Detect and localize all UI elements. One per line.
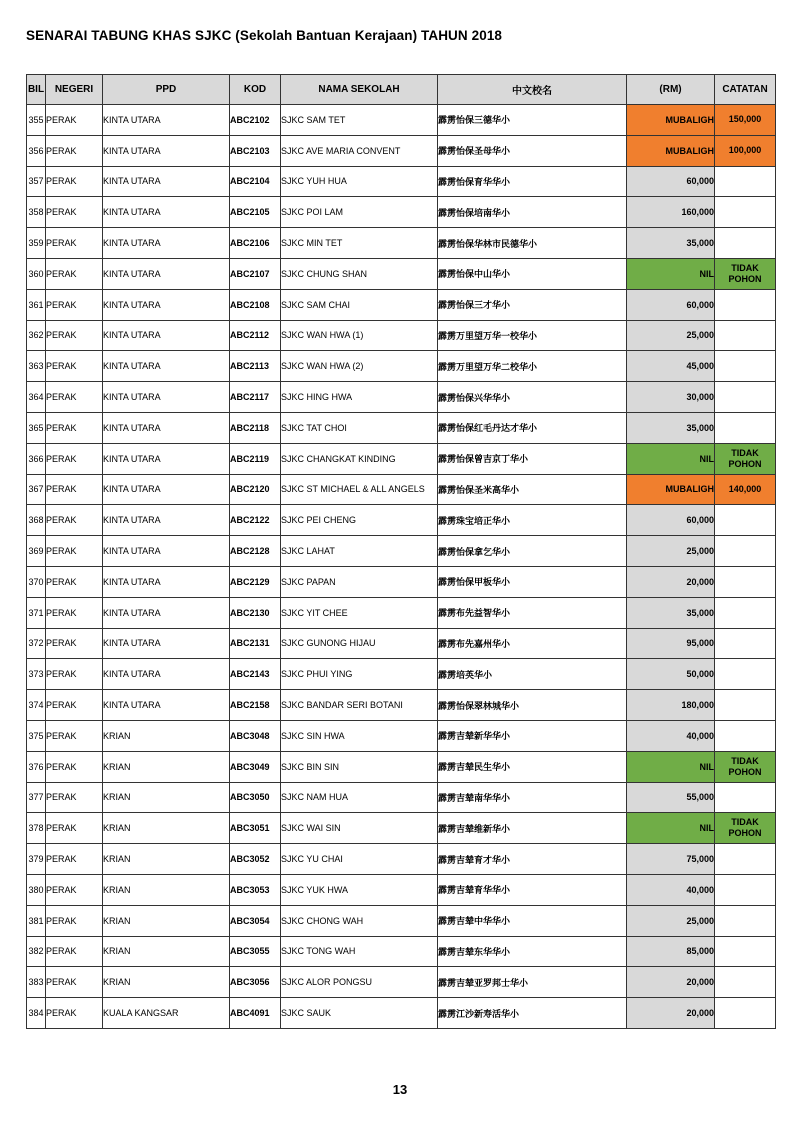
cell-chinese-name: 霹雳吉辇亚罗邦士华小: [438, 967, 627, 998]
cell-rm: 160,000: [627, 197, 715, 228]
cell-rm: 35,000: [627, 412, 715, 443]
cell-chinese-name: 霹雳怡保曾吉京丁华小: [438, 443, 627, 474]
cell-nama-sekolah: SJKC SAM TET: [281, 105, 438, 136]
cell-negeri: PERAK: [46, 690, 103, 721]
cell-catatan: [715, 566, 776, 597]
cell-kod: ABC2143: [230, 659, 281, 690]
cell-kod: ABC3050: [230, 782, 281, 813]
cell-bil: 379: [27, 844, 46, 875]
cell-chinese-name: 霹雳珠宝培正华小: [438, 505, 627, 536]
cell-rm: 25,000: [627, 536, 715, 567]
table-row: [27, 505, 776, 536]
table-row: [27, 936, 776, 967]
cell-nama-sekolah: SJKC WAN HWA (2): [281, 351, 438, 382]
cell-kod: ABC2112: [230, 320, 281, 351]
cell-kod: ABC2129: [230, 566, 281, 597]
cell-chinese-name: 霹雳万里望万华一校华小: [438, 320, 627, 351]
cell-kod: ABC2103: [230, 135, 281, 166]
cell-ppd: KRIAN: [103, 720, 230, 751]
table-row: [27, 258, 776, 289]
cell-rm: NIL: [627, 813, 715, 844]
cell-ppd: KINTA UTARA: [103, 443, 230, 474]
cell-chinese-name: 霹雳怡保三才华小: [438, 289, 627, 320]
cell-bil: 384: [27, 998, 46, 1029]
cell-kod: ABC4091: [230, 998, 281, 1029]
cell-ppd: KINTA UTARA: [103, 382, 230, 413]
cell-rm: 25,000: [627, 905, 715, 936]
cell-rm: 60,000: [627, 289, 715, 320]
cell-bil: 359: [27, 228, 46, 259]
cell-chinese-name: 霹雳吉辇民生华小: [438, 751, 627, 782]
cell-chinese-name: 霹雳怡保拿乞华小: [438, 536, 627, 567]
cell-nama-sekolah: SJKC BIN SIN: [281, 751, 438, 782]
cell-nama-sekolah: SJKC PHUI YING: [281, 659, 438, 690]
cell-rm: 180,000: [627, 690, 715, 721]
table-row: [27, 105, 776, 136]
page-title: SENARAI TABUNG KHAS SJKC (Sekolah Bantuan Kerajaan) TAHUN 2018: [26, 28, 503, 43]
cell-negeri: PERAK: [46, 536, 103, 567]
cell-rm: NIL: [627, 443, 715, 474]
cell-ppd: KINTA UTARA: [103, 166, 230, 197]
cell-bil: 368: [27, 505, 46, 536]
cell-nama-sekolah: SJKC AVE MARIA CONVENT: [281, 135, 438, 166]
cell-kod: ABC2105: [230, 197, 281, 228]
cell-kod: ABC2130: [230, 597, 281, 628]
cell-negeri: PERAK: [46, 105, 103, 136]
cell-chinese-name: 霹雳吉辇东华华小: [438, 936, 627, 967]
table-body: [27, 105, 776, 1029]
cell-rm: 75,000: [627, 844, 715, 875]
cell-catatan: [715, 659, 776, 690]
cell-ppd: KRIAN: [103, 813, 230, 844]
cell-catatan: [715, 228, 776, 259]
cell-bil: 361: [27, 289, 46, 320]
cell-kod: ABC2118: [230, 412, 281, 443]
cell-bil: 355: [27, 105, 46, 136]
cell-bil: 356: [27, 135, 46, 166]
cell-catatan: TIDAK POHON: [715, 813, 776, 844]
cell-bil: 374: [27, 690, 46, 721]
cell-bil: 357: [27, 166, 46, 197]
cell-nama-sekolah: SJKC WAI SIN: [281, 813, 438, 844]
table-row: [27, 751, 776, 782]
cell-kod: ABC2102: [230, 105, 281, 136]
cell-chinese-name: 霹雳吉辇育才华小: [438, 844, 627, 875]
table-row: [27, 844, 776, 875]
cell-bil: 376: [27, 751, 46, 782]
cell-ppd: KINTA UTARA: [103, 690, 230, 721]
cell-catatan: [715, 597, 776, 628]
cell-chinese-name: 霹雳怡保培南华小: [438, 197, 627, 228]
cell-bil: 362: [27, 320, 46, 351]
cell-kod: ABC2108: [230, 289, 281, 320]
cell-ppd: KINTA UTARA: [103, 536, 230, 567]
cell-catatan: TIDAK POHON: [715, 443, 776, 474]
cell-bil: 360: [27, 258, 46, 289]
cell-catatan: TIDAK POHON: [715, 751, 776, 782]
cell-negeri: PERAK: [46, 782, 103, 813]
cell-ppd: KINTA UTARA: [103, 105, 230, 136]
cell-catatan: [715, 782, 776, 813]
table-row: [27, 566, 776, 597]
cell-bil: 373: [27, 659, 46, 690]
cell-catatan: [715, 628, 776, 659]
cell-chinese-name: 霹雳怡保育华华小: [438, 166, 627, 197]
table-row: [27, 382, 776, 413]
cell-rm: 60,000: [627, 166, 715, 197]
cell-bil: 372: [27, 628, 46, 659]
cell-chinese-name: 霹雳江沙新寿活华小: [438, 998, 627, 1029]
cell-catatan: [715, 720, 776, 751]
table-row: [27, 289, 776, 320]
header-negeri: NEGERI: [46, 75, 103, 105]
cell-nama-sekolah: SJKC SAUK: [281, 998, 438, 1029]
cell-chinese-name: 霹雳怡保甲板华小: [438, 566, 627, 597]
cell-rm: 20,000: [627, 967, 715, 998]
cell-catatan: [715, 351, 776, 382]
cell-chinese-name: 霹雳万里望万华二校华小: [438, 351, 627, 382]
cell-ppd: KRIAN: [103, 782, 230, 813]
cell-catatan: [715, 197, 776, 228]
cell-rm: MUBALIGH: [627, 135, 715, 166]
cell-catatan: [715, 998, 776, 1029]
cell-rm: 45,000: [627, 351, 715, 382]
cell-nama-sekolah: SJKC ALOR PONGSU: [281, 967, 438, 998]
cell-chinese-name: 霹雳怡保兴华华小: [438, 382, 627, 413]
cell-kod: ABC3054: [230, 905, 281, 936]
cell-ppd: KINTA UTARA: [103, 474, 230, 505]
cell-nama-sekolah: SJKC NAM HUA: [281, 782, 438, 813]
cell-chinese-name: 霹雳吉辇育华华小: [438, 874, 627, 905]
cell-ppd: KRIAN: [103, 844, 230, 875]
cell-negeri: PERAK: [46, 197, 103, 228]
cell-catatan: TIDAK POHON: [715, 258, 776, 289]
table-row: [27, 351, 776, 382]
cell-nama-sekolah: SJKC SIN HWA: [281, 720, 438, 751]
cell-bil: 382: [27, 936, 46, 967]
cell-nama-sekolah: SJKC POI LAM: [281, 197, 438, 228]
cell-bil: 377: [27, 782, 46, 813]
cell-rm: MUBALIGH: [627, 105, 715, 136]
cell-negeri: PERAK: [46, 289, 103, 320]
cell-catatan: [715, 320, 776, 351]
table-row: [27, 597, 776, 628]
cell-ppd: KINTA UTARA: [103, 505, 230, 536]
cell-negeri: PERAK: [46, 905, 103, 936]
cell-negeri: PERAK: [46, 751, 103, 782]
cell-catatan: [715, 936, 776, 967]
table-row: [27, 782, 776, 813]
cell-rm: 20,000: [627, 998, 715, 1029]
table-row: [27, 474, 776, 505]
cell-kod: ABC3053: [230, 874, 281, 905]
cell-ppd: KINTA UTARA: [103, 566, 230, 597]
cell-nama-sekolah: SJKC GUNONG HIJAU: [281, 628, 438, 659]
cell-bil: 378: [27, 813, 46, 844]
cell-ppd: KUALA KANGSAR: [103, 998, 230, 1029]
cell-chinese-name: 霹雳怡保圣米高华小: [438, 474, 627, 505]
cell-negeri: PERAK: [46, 936, 103, 967]
table-row: [27, 197, 776, 228]
cell-ppd: KINTA UTARA: [103, 628, 230, 659]
cell-negeri: PERAK: [46, 135, 103, 166]
cell-kod: ABC2107: [230, 258, 281, 289]
table-row: [27, 135, 776, 166]
cell-kod: ABC2119: [230, 443, 281, 474]
cell-chinese-name: 霹雳怡保红毛丹达才华小: [438, 412, 627, 443]
cell-rm: NIL: [627, 751, 715, 782]
cell-negeri: PERAK: [46, 474, 103, 505]
cell-catatan: 150,000: [715, 105, 776, 136]
cell-rm: 50,000: [627, 659, 715, 690]
page-number: 13: [392, 1082, 408, 1097]
cell-rm: 40,000: [627, 874, 715, 905]
cell-negeri: PERAK: [46, 166, 103, 197]
cell-ppd: KINTA UTARA: [103, 659, 230, 690]
table-row: [27, 536, 776, 567]
cell-negeri: PERAK: [46, 659, 103, 690]
cell-nama-sekolah: SJKC WAN HWA (1): [281, 320, 438, 351]
cell-nama-sekolah: SJKC YUK HWA: [281, 874, 438, 905]
cell-nama-sekolah: SJKC YU CHAI: [281, 844, 438, 875]
table-row: [27, 720, 776, 751]
table-row: [27, 659, 776, 690]
cell-bil: 371: [27, 597, 46, 628]
header-kod: KOD: [230, 75, 281, 105]
cell-kod: ABC2117: [230, 382, 281, 413]
cell-catatan: 100,000: [715, 135, 776, 166]
cell-kod: ABC3055: [230, 936, 281, 967]
header-bil: BIL: [27, 75, 46, 105]
cell-negeri: PERAK: [46, 351, 103, 382]
cell-chinese-name: 霹雳怡保翠林城华小: [438, 690, 627, 721]
cell-ppd: KINTA UTARA: [103, 412, 230, 443]
cell-ppd: KRIAN: [103, 874, 230, 905]
cell-bil: 383: [27, 967, 46, 998]
cell-catatan: [715, 289, 776, 320]
cell-negeri: PERAK: [46, 382, 103, 413]
cell-rm: 55,000: [627, 782, 715, 813]
cell-kod: ABC2128: [230, 536, 281, 567]
cell-nama-sekolah: SJKC CHONG WAH: [281, 905, 438, 936]
cell-kod: ABC2131: [230, 628, 281, 659]
cell-bil: 367: [27, 474, 46, 505]
cell-ppd: KINTA UTARA: [103, 135, 230, 166]
cell-negeri: PERAK: [46, 967, 103, 998]
cell-negeri: PERAK: [46, 844, 103, 875]
cell-negeri: PERAK: [46, 258, 103, 289]
cell-catatan: [715, 690, 776, 721]
cell-negeri: PERAK: [46, 228, 103, 259]
cell-nama-sekolah: SJKC SAM CHAI: [281, 289, 438, 320]
table-row: [27, 320, 776, 351]
cell-catatan: [715, 874, 776, 905]
cell-negeri: PERAK: [46, 412, 103, 443]
table-row: [27, 813, 776, 844]
cell-catatan: [715, 844, 776, 875]
cell-rm: NIL: [627, 258, 715, 289]
cell-kod: ABC2158: [230, 690, 281, 721]
cell-chinese-name: 霹雳怡保中山华小: [438, 258, 627, 289]
table-row: [27, 228, 776, 259]
cell-rm: 25,000: [627, 320, 715, 351]
cell-ppd: KINTA UTARA: [103, 258, 230, 289]
cell-chinese-name: 霹雳怡保三德华小: [438, 105, 627, 136]
table-row: [27, 166, 776, 197]
cell-kod: ABC2106: [230, 228, 281, 259]
header-rm: (RM): [627, 75, 715, 105]
cell-chinese-name: 霹雳吉辇中华华小: [438, 905, 627, 936]
cell-ppd: KINTA UTARA: [103, 351, 230, 382]
cell-chinese-name: 霹雳怡保圣母华小: [438, 135, 627, 166]
cell-bil: 365: [27, 412, 46, 443]
table-row: [27, 628, 776, 659]
cell-rm: 35,000: [627, 597, 715, 628]
table-row: [27, 874, 776, 905]
cell-bil: 363: [27, 351, 46, 382]
cell-nama-sekolah: SJKC MIN TET: [281, 228, 438, 259]
cell-bil: 370: [27, 566, 46, 597]
cell-catatan: [715, 382, 776, 413]
table-row: [27, 998, 776, 1029]
cell-ppd: KINTA UTARA: [103, 228, 230, 259]
header-chinese-name: 中文校名: [438, 75, 627, 105]
cell-rm: 40,000: [627, 720, 715, 751]
cell-bil: 366: [27, 443, 46, 474]
cell-kod: ABC3048: [230, 720, 281, 751]
cell-chinese-name: 霹雳吉辇南华华小: [438, 782, 627, 813]
cell-nama-sekolah: SJKC YUH HUA: [281, 166, 438, 197]
cell-catatan: [715, 505, 776, 536]
cell-nama-sekolah: SJKC BANDAR SERI BOTANI: [281, 690, 438, 721]
cell-catatan: [715, 905, 776, 936]
cell-catatan: [715, 967, 776, 998]
cell-negeri: PERAK: [46, 874, 103, 905]
cell-bil: 369: [27, 536, 46, 567]
cell-negeri: PERAK: [46, 720, 103, 751]
cell-nama-sekolah: SJKC ST MICHAEL & ALL ANGELS: [281, 474, 438, 505]
cell-catatan: [715, 536, 776, 567]
cell-kod: ABC2104: [230, 166, 281, 197]
header-row: [27, 75, 776, 105]
cell-negeri: PERAK: [46, 628, 103, 659]
cell-ppd: KRIAN: [103, 751, 230, 782]
cell-ppd: KINTA UTARA: [103, 597, 230, 628]
cell-negeri: PERAK: [46, 998, 103, 1029]
cell-rm: 60,000: [627, 505, 715, 536]
cell-negeri: PERAK: [46, 443, 103, 474]
cell-nama-sekolah: SJKC YIT CHEE: [281, 597, 438, 628]
table-row: [27, 443, 776, 474]
cell-negeri: PERAK: [46, 597, 103, 628]
cell-bil: 358: [27, 197, 46, 228]
cell-negeri: PERAK: [46, 320, 103, 351]
cell-chinese-name: 霹雳培英华小: [438, 659, 627, 690]
cell-chinese-name: 霹雳吉辇新华华小: [438, 720, 627, 751]
cell-nama-sekolah: SJKC PEI CHENG: [281, 505, 438, 536]
cell-nama-sekolah: SJKC CHUNG SHAN: [281, 258, 438, 289]
cell-rm: 85,000: [627, 936, 715, 967]
cell-kod: ABC3051: [230, 813, 281, 844]
cell-nama-sekolah: SJKC TONG WAH: [281, 936, 438, 967]
cell-nama-sekolah: SJKC HING HWA: [281, 382, 438, 413]
cell-nama-sekolah: SJKC LAHAT: [281, 536, 438, 567]
cell-bil: 364: [27, 382, 46, 413]
cell-kod: ABC2122: [230, 505, 281, 536]
cell-kod: ABC2113: [230, 351, 281, 382]
cell-ppd: KINTA UTARA: [103, 197, 230, 228]
cell-ppd: KINTA UTARA: [103, 289, 230, 320]
cell-kod: ABC3049: [230, 751, 281, 782]
cell-nama-sekolah: SJKC PAPAN: [281, 566, 438, 597]
header-ppd: PPD: [103, 75, 230, 105]
cell-ppd: KRIAN: [103, 936, 230, 967]
cell-bil: 381: [27, 905, 46, 936]
cell-chinese-name: 霹雳吉辇维新华小: [438, 813, 627, 844]
cell-nama-sekolah: SJKC CHANGKAT KINDING: [281, 443, 438, 474]
cell-catatan: [715, 412, 776, 443]
school-table: [26, 74, 776, 1029]
cell-negeri: PERAK: [46, 813, 103, 844]
cell-chinese-name: 霹雳布先益智华小: [438, 597, 627, 628]
table-row: [27, 690, 776, 721]
cell-kod: ABC3056: [230, 967, 281, 998]
cell-rm: 30,000: [627, 382, 715, 413]
cell-catatan: 140,000: [715, 474, 776, 505]
cell-chinese-name: 霹雳布先嘉州华小: [438, 628, 627, 659]
cell-ppd: KRIAN: [103, 967, 230, 998]
table-row: [27, 412, 776, 443]
table-row: [27, 905, 776, 936]
cell-negeri: PERAK: [46, 505, 103, 536]
cell-rm: 95,000: [627, 628, 715, 659]
cell-ppd: KINTA UTARA: [103, 320, 230, 351]
cell-rm: 20,000: [627, 566, 715, 597]
cell-chinese-name: 霹雳怡保华林市民德华小: [438, 228, 627, 259]
cell-ppd: KRIAN: [103, 905, 230, 936]
cell-bil: 380: [27, 874, 46, 905]
header-catatan: CATATAN: [715, 75, 776, 105]
cell-negeri: PERAK: [46, 566, 103, 597]
header-nama-sekolah: NAMA SEKOLAH: [281, 75, 438, 105]
cell-catatan: [715, 166, 776, 197]
cell-nama-sekolah: SJKC TAT CHOI: [281, 412, 438, 443]
cell-kod: ABC3052: [230, 844, 281, 875]
cell-rm: MUBALIGH: [627, 474, 715, 505]
cell-bil: 375: [27, 720, 46, 751]
cell-rm: 35,000: [627, 228, 715, 259]
cell-kod: ABC2120: [230, 474, 281, 505]
table-row: [27, 967, 776, 998]
